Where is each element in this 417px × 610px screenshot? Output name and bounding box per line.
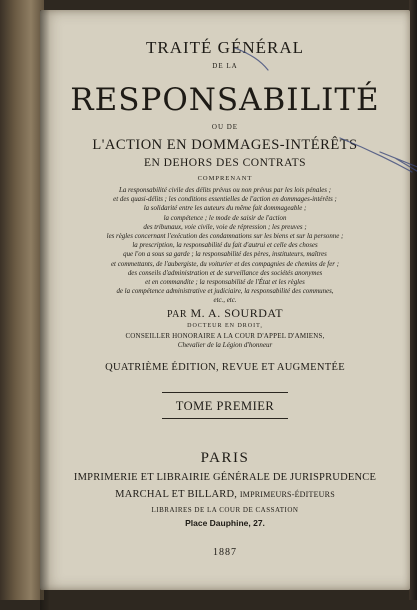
book-edge [409,0,417,600]
author-name: M. A. SOURDAT [190,306,284,320]
book-spine [0,0,44,600]
summary-line: et en commandite ; la responsabilité de l'État et les règles [145,279,305,287]
publication-year: 1887 [213,547,237,558]
summary-line: de la compétence administrative et judiciaire, la responsabilité des communes, [116,288,334,296]
author-degree: DOCTEUR EN DROIT, [187,323,263,329]
imprint-court: LIBRAIRES DE LA COUR DE CASSATION [151,506,299,514]
label-comprenant: COMPRENANT [197,175,253,182]
divider-bottom [162,418,288,419]
imprint-printer-name: MARCHAL ET BILLARD, [115,489,238,500]
summary-line: la solidarité entre les auteurs du même fait dommageable ; [143,205,307,213]
title-de-la: DE LA [212,62,238,70]
main-title: RESPONSABILITÉ [70,82,380,118]
title-ou-de: OU DE [211,123,239,131]
imprint-printers [40,489,410,500]
summary-line: des tribunaux, voie civile, voie de répression ; les preuves ; [143,223,307,231]
imprint-publisher: IMPRIMERIE ET LIBRAIRIE GÉNÉRALE DE JURISPRUDENCE [73,472,377,483]
summary-line: la compétence ; le mode de saisir de l'action [163,214,287,222]
title-traite: TRAITÉ GÉNÉRAL [145,38,304,57]
title-page [40,10,410,590]
divider-top [162,392,288,393]
summary-line: la prescription, la responsabilité du fait d'autrui et celle des choses [132,242,318,250]
imprint-address: Place Dauphine, 27. [185,518,265,528]
volume-label: TOME PREMIER [175,399,275,413]
summary-line: La responsabilité civile des délits prévus ou non prévus par les lois pénales ; [119,187,331,194]
author-par: PAR [166,309,188,320]
subtitle-dehors: EN DEHORS DES CONTRATS [143,157,307,169]
summary-line: et commettants, de l'aubergiste, du voiturier et des compagnies de chemins de fer ; [111,260,339,268]
imprint-city: PARIS [200,450,250,466]
summary-line: et des quasi-délits ; les conditions essentielles de l'action en dommages-intérêts ; [113,196,337,204]
imprint-printer-role: IMPRIMEURS-ÉDITEURS [239,490,335,499]
author-title: CONSEILLER HONORAIRE A LA COUR D'APPEL D'AMIENS, [125,332,325,340]
author-honor: Chevalier de la Légion d'honneur [177,341,273,349]
summary-line: des conseils d'administration et de surveillance des sociétés anonymes [127,269,323,277]
summary-line: les règles concernant l'exécution des condamnations sur les biens et sur la personne ; [106,233,344,241]
author-line [40,306,410,321]
summary-line: que l'on a sous sa garde ; la responsabilité des pères, instituteurs, maîtres [123,251,327,259]
contents-summary [40,186,410,306]
subtitle-action: L'ACTION EN DOMMAGES-INTÉRÊTS [92,137,358,153]
summary-line: etc., etc. [213,297,237,305]
edition-line: QUATRIÈME ÉDITION, REVUE ET AUGMENTÉE [105,362,345,373]
